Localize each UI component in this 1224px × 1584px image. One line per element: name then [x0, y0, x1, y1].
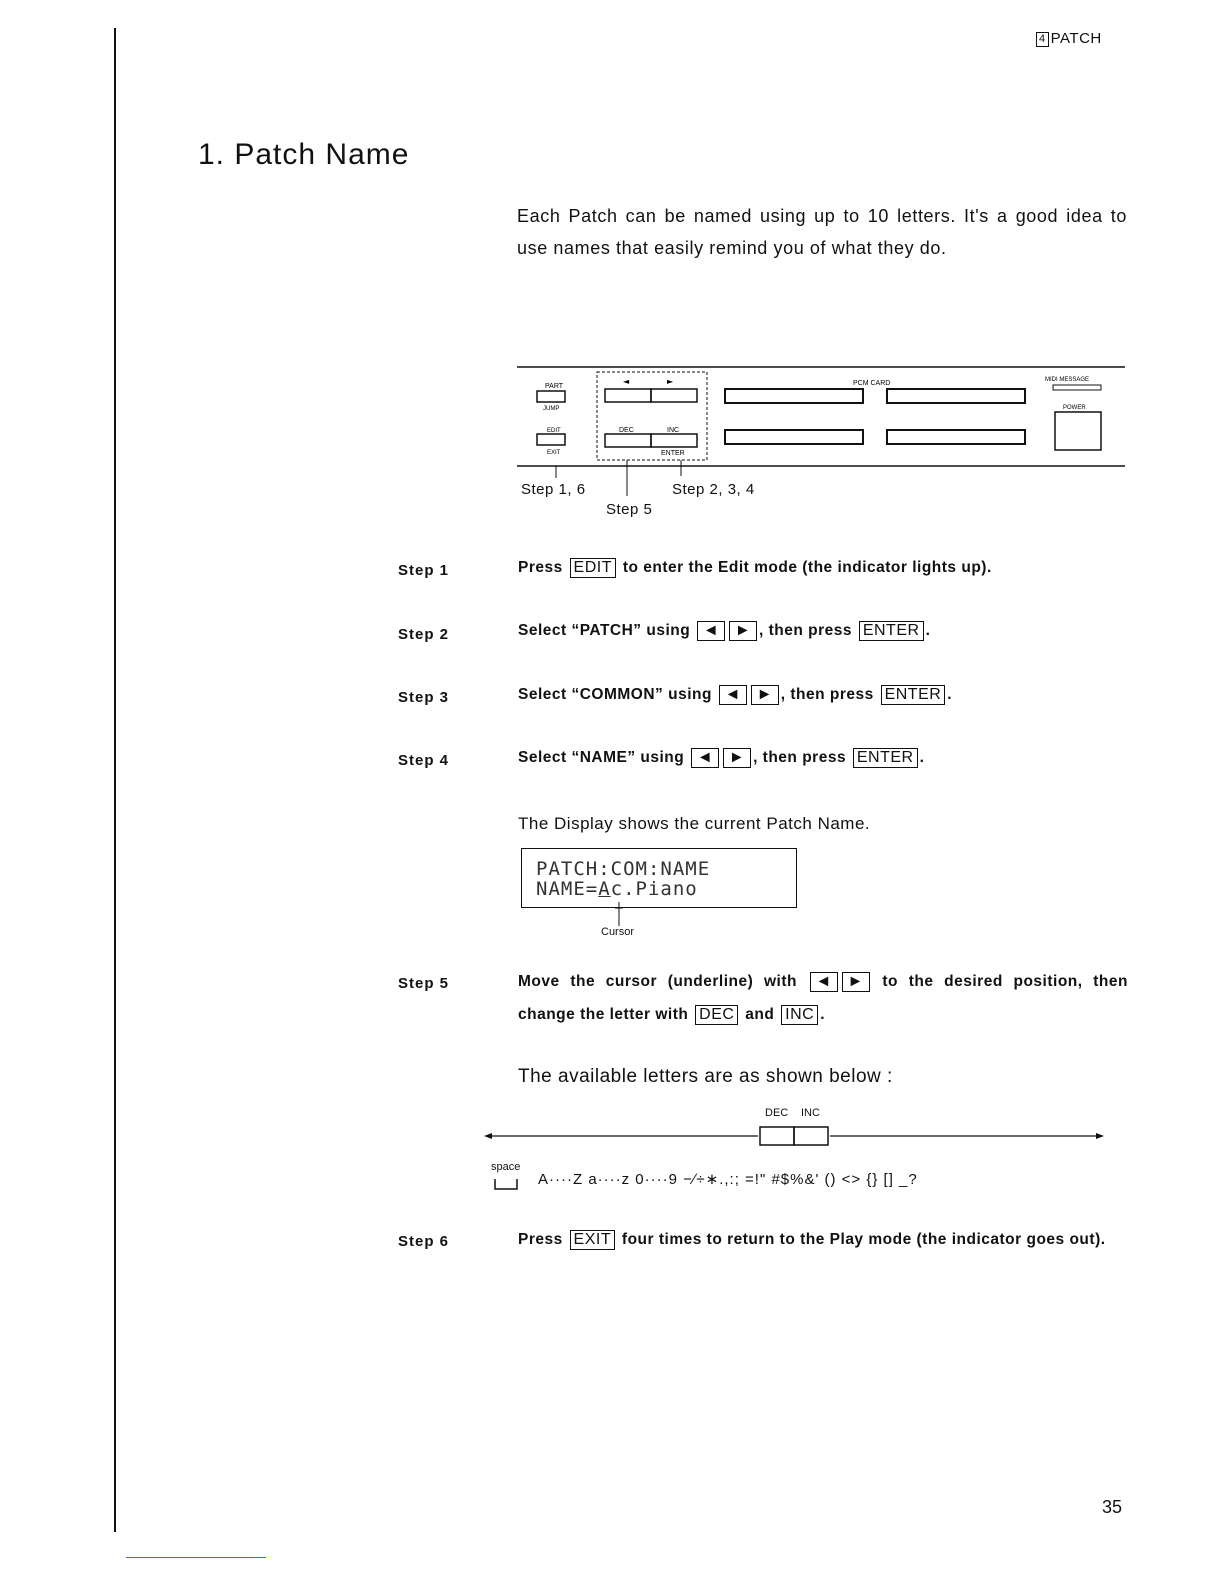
- callout-step-5: Step 5: [606, 501, 653, 518]
- dec-range-button: [760, 1127, 794, 1145]
- step-4-text: Select “NAME” using ◄ ► , then press ENTER .: [518, 749, 925, 766]
- margin-rule: [114, 28, 116, 1532]
- left-arrow-key-icon: ◄: [691, 748, 719, 768]
- space-label: space: [491, 1161, 521, 1173]
- arrow-right-icon: [1096, 1133, 1104, 1139]
- edit-button[interactable]: [537, 434, 565, 445]
- step-3-text: Select “COMMON” using ◄ ► , then press ENTER .: [518, 686, 953, 703]
- enter-label: ENTER: [661, 450, 685, 457]
- step-4-label: Step 4: [398, 752, 450, 769]
- page-number: 35: [1102, 1497, 1123, 1517]
- step-1-label: Step 1: [398, 562, 450, 579]
- letters-note: The available letters are as shown below :: [518, 1066, 893, 1087]
- left-arrow-key-icon: ◄: [810, 972, 838, 992]
- callout-step-1-6: Step 1, 6: [521, 481, 586, 498]
- part-button[interactable]: [537, 391, 565, 402]
- section-name: PATCH: [1050, 30, 1102, 47]
- left-arrow-icon: ◄: [623, 377, 630, 386]
- enter-key: ENTER: [853, 748, 918, 768]
- inc-label: INC: [667, 427, 680, 434]
- page-title: 1. Patch Name: [198, 138, 410, 171]
- right-arrow-key-icon: ►: [842, 972, 870, 992]
- step-2-text: Select “PATCH” using ◄ ► , then press ENTER .: [518, 622, 931, 639]
- cursor-pointer-arrow: [612, 900, 626, 928]
- inc-small-label: INC: [801, 1107, 820, 1119]
- pcm-card-slot-b: [887, 389, 1025, 403]
- display-note: The Display shows the current Patch Name.: [518, 814, 871, 833]
- step-5-label: Step 5: [398, 975, 450, 992]
- lcd-line-2: NAME=Ac.Piano: [536, 878, 698, 900]
- footer-underline: [126, 1557, 266, 1558]
- dec-button[interactable]: [605, 434, 651, 447]
- inc-button[interactable]: [651, 434, 697, 447]
- step-3-label: Step 3: [398, 689, 450, 706]
- callout-step-2-3-4: Step 2, 3, 4: [672, 481, 755, 498]
- lcd-display: [521, 848, 797, 908]
- intro-paragraph: Each Patch can be named using up to 10 letters. It's a good idea to use names that easily remind you of what they do.: [517, 206, 1127, 258]
- dec-small-label: DEC: [765, 1107, 789, 1119]
- step-2-label: Step 2: [398, 626, 450, 643]
- midi-indicator: [1053, 385, 1101, 390]
- inc-key: INC: [781, 1005, 818, 1025]
- midi-message-label: MIDI MESSAGE: [1045, 377, 1090, 383]
- available-characters: A····Z a····z 0····9 −∕÷∗.,:; =!" #$%&' () <> {} [] _?: [538, 1171, 918, 1188]
- left-arrow-key-icon: ◄: [719, 685, 747, 705]
- edit-key: EDIT: [570, 558, 616, 578]
- jump-label: JUMP: [543, 406, 560, 412]
- cursor-right-button[interactable]: [651, 389, 697, 402]
- power-switch[interactable]: [1055, 412, 1101, 450]
- exit-key: EXIT: [570, 1230, 616, 1250]
- part-label: PART: [545, 383, 564, 390]
- chapter-number-box: 4: [1036, 32, 1049, 47]
- dec-label: DEC: [619, 427, 634, 434]
- section-header: [1036, 30, 1102, 47]
- cursor-left-button[interactable]: [605, 389, 651, 402]
- pcm-card-slot-d: [887, 430, 1025, 444]
- step-6-label: Step 6: [398, 1233, 450, 1250]
- dec-key: DEC: [695, 1005, 738, 1025]
- right-arrow-key-icon: ►: [729, 621, 757, 641]
- power-label: POWER: [1063, 405, 1086, 411]
- arrow-left-icon: [484, 1133, 492, 1139]
- cursor-label: Cursor: [601, 926, 635, 938]
- edit-label: EDIT: [547, 428, 561, 434]
- step-6-text: Press EXIT four times to return to the Play mode (the indicator goes out).: [518, 1231, 1106, 1248]
- inc-range-button: [794, 1127, 828, 1145]
- pcm-card-label: PCM CARD: [853, 380, 891, 387]
- step-5-text: Move the cursor (underline) with ◄ ► to the desired position, then change the letter with DEC and INC .: [518, 973, 1128, 1023]
- letter-range-arrow: [482, 1122, 1108, 1148]
- enter-key: ENTER: [881, 685, 946, 705]
- right-arrow-icon: ►: [667, 377, 674, 386]
- exit-label: EXIT: [547, 450, 561, 456]
- lcd-line-1: PATCH:COM:NAME: [536, 858, 711, 880]
- right-arrow-key-icon: ►: [723, 748, 751, 768]
- right-arrow-key-icon: ►: [751, 685, 779, 705]
- left-arrow-key-icon: ◄: [697, 621, 725, 641]
- enter-key: ENTER: [859, 621, 924, 641]
- pcm-card-slot-c: [725, 430, 863, 444]
- lcd-cursor-char: A: [598, 878, 611, 900]
- pcm-card-slot-a: [725, 389, 863, 403]
- step-1-text: Press EDIT to enter the Edit mode (the indicator lights up).: [518, 559, 992, 576]
- space-symbol-icon: [493, 1176, 519, 1192]
- front-panel-diagram: [515, 362, 1127, 522]
